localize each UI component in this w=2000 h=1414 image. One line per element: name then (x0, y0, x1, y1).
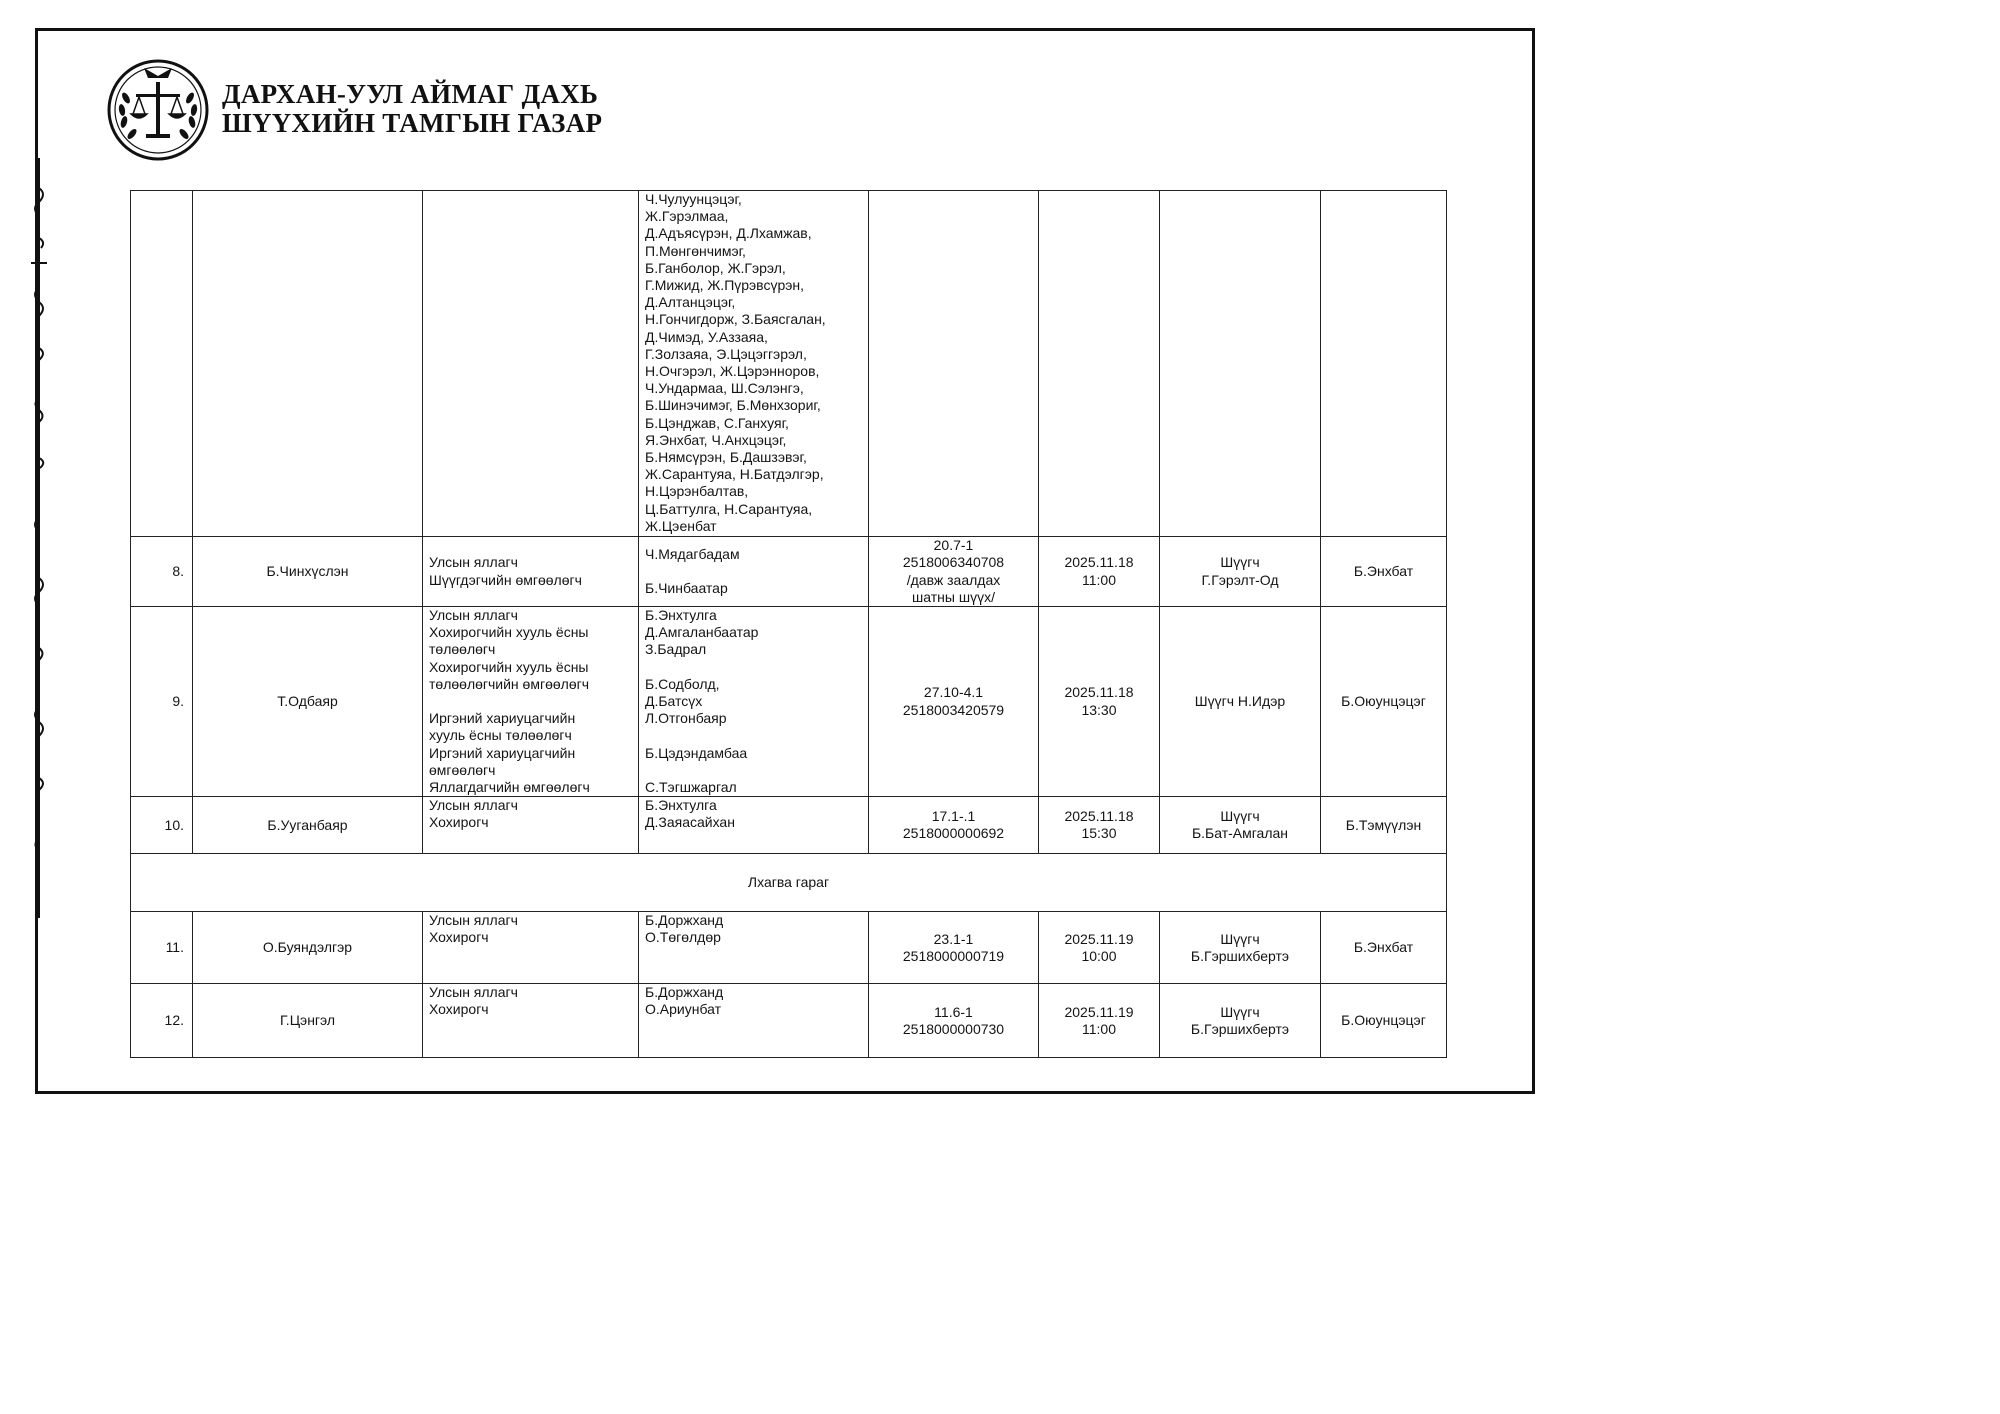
parties-cell: Ч.Чулуунцэцэг, Ж.Гэрэлмаа, Д.Адъясүрэн, Д.Лхамжав, П.Мөнгөнчимэг, Б.Ганболор, Ж.Гэрэл, Г.Мижид, Ж.Пүрэвсүрэн, Д.Алтанцэцэг, Н.Гончигдорж, З.Баясгалан, Д.Чимэд, У.Аззаяа, Г.Золзаяа, Э.Цэцэггэрэл, Н.Очгэрэл, Ж.Цэрэнноров, Ч.Ундармаа, Ш.Сэлэнгэ, Б.Шинэчимэг, Б.Мөнхзориг, Б.Цэнджав, С.Ганхуяг, Я.Энхбат, Ч.Анхцэцэг, Б.Нямсүрэн, Б.Дашзэвэг, Ж.Сарантуяа, Н.Батдэлгэр, Н.Цэрэнбалтав, Ц.Баттулга, Н.Сарантуяа, Ж.Цэенбат (639, 191, 869, 537)
document-header (222, 80, 602, 138)
table-row-continued (131, 191, 1447, 537)
table-row (131, 984, 1447, 1058)
table-row (131, 607, 1447, 797)
row-number: 12. (131, 984, 193, 1058)
roles-cell: Улсын яллагч Шүүгдэгчийн өмгөөлөгч (423, 537, 639, 607)
judge-cell: Шүүгч Н.Идэр (1160, 607, 1321, 797)
defendant-name: Т.Одбаяр (193, 607, 423, 797)
hearing-schedule-table (130, 190, 1447, 1058)
row-number: 10. (131, 797, 193, 854)
parties-cell: Б.Доржханд О.Ариунбат (639, 984, 869, 1058)
judge-cell: Шүүгч Б.Гэршихбертэ (1160, 912, 1321, 984)
roles-cell: Улсын яллагч Хохирогч (423, 912, 639, 984)
secretary-cell: Б.Оюунцэцэг (1321, 607, 1447, 797)
table-row (131, 537, 1447, 607)
article-case-number: 11.6-1 2518000000730 (869, 984, 1039, 1058)
day-label: Лхагва гараг (131, 854, 1447, 912)
secretary-cell: Б.Тэмүүлэн (1321, 797, 1447, 854)
row-number: 9. (131, 607, 193, 797)
row-number: 8. (131, 537, 193, 607)
day-separator-row (131, 854, 1447, 912)
article-case-number: 27.10-4.1 2518003420579 (869, 607, 1039, 797)
court-emblem (106, 58, 210, 162)
hearing-datetime: 2025.11.18 15:30 (1039, 797, 1160, 854)
article-case-number: 23.1-1 2518000000719 (869, 912, 1039, 984)
mongolian-script-side-text (30, 158, 48, 918)
row-number: 11. (131, 912, 193, 984)
roles-cell: Улсын яллагч Хохирогч (423, 797, 639, 854)
table-row (131, 912, 1447, 984)
roles-cell: Улсын яллагч Хохирогч (423, 984, 639, 1058)
defendant-name: Б.Ууганбаяр (193, 797, 423, 854)
defendant-name: Б.Чинхүслэн (193, 537, 423, 607)
hearing-datetime: 2025.11.18 13:30 (1039, 607, 1160, 797)
secretary-cell: Б.Энхбат (1321, 537, 1447, 607)
parties-cell: Б.Энхтулга Д.Заяасайхан (639, 797, 869, 854)
secretary-cell: Б.Оюунцэцэг (1321, 984, 1447, 1058)
secretary-cell: Б.Энхбат (1321, 912, 1447, 984)
hearing-datetime: 2025.11.18 11:00 (1039, 537, 1160, 607)
judge-cell: Шүүгч Б.Бат-Амгалан (1160, 797, 1321, 854)
header-line-1: ДАРХАН-УУЛ АЙМАГ ДАХЬ (222, 79, 599, 109)
parties-cell: Ч.Мядагбадам Б.Чинбаатар (639, 537, 869, 607)
judge-cell: Шүүгч Г.Гэрэлт-Од (1160, 537, 1321, 607)
header-line-2: ШҮҮХИЙН ТАМГЫН ГАЗАР (222, 108, 603, 138)
parties-cell: Б.Энхтулга Д.Амгаланбаатар З.Бадрал Б.Содболд, Д.Батсүх Л.Отгонбаяр Б.Цэдэндамбаа С.Тэгшжаргал (639, 607, 869, 797)
hearing-datetime: 2025.11.19 10:00 (1039, 912, 1160, 984)
table-row (131, 797, 1447, 854)
article-case-number: 20.7-1 2518006340708 /давж заалдах шатны шүүх/ (869, 537, 1039, 607)
parties-cell: Б.Доржханд О.Төгөлдөр (639, 912, 869, 984)
judge-cell: Шүүгч Б.Гэршихбертэ (1160, 984, 1321, 1058)
defendant-name: Г.Цэнгэл (193, 984, 423, 1058)
hearing-datetime: 2025.11.19 11:00 (1039, 984, 1160, 1058)
roles-cell: Улсын яллагч Хохирогчийн хууль ёсны төлөөлөгч Хохирогчийн хууль ёсны төлөөлөгчийн өмгөөлөгч Иргэний хариуцагчийн хууль ёсны төлөөлөгч Иргэний хариуцагчийн өмгөөлөгч Яллагдагчийн өмгөөлөгч (423, 607, 639, 797)
defendant-name: О.Буяндэлгэр (193, 912, 423, 984)
article-case-number: 17.1-.1 2518000000692 (869, 797, 1039, 854)
